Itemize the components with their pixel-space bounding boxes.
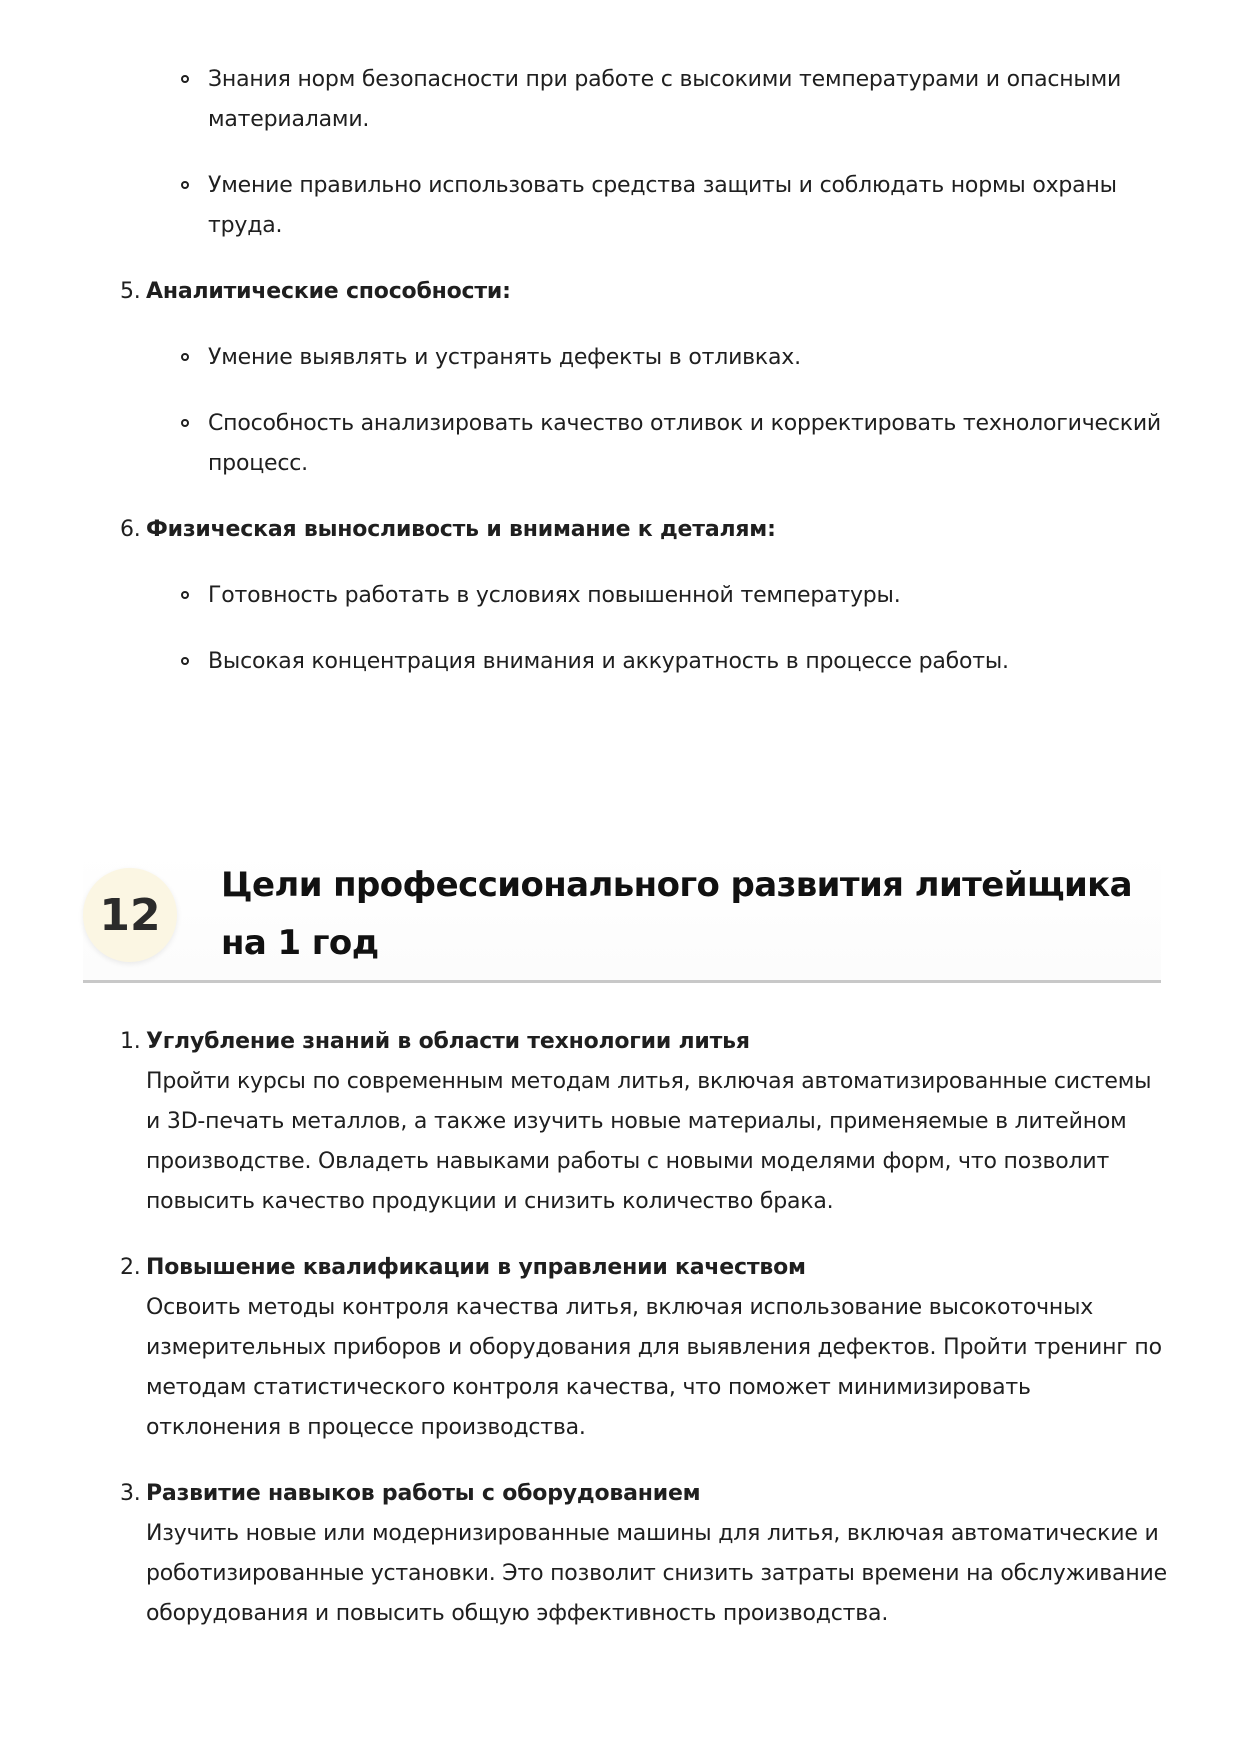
goal-description: Изучить новые или модернизированные машины для литья, включая автоматические и роботизированные установки. Это позволит снизить затраты времени на обслуживание оборудования и повысить общую эффективность производства. xyxy=(146,1521,1167,1626)
goal-heading: Развитие навыков работы с оборудованием xyxy=(146,1481,701,1506)
list-item xyxy=(208,642,1170,682)
list-item-text: Знания норм безопасности при работе с высокими температурами и опасными материалами. xyxy=(208,67,1122,132)
item-number: 5. xyxy=(120,279,141,304)
list-item xyxy=(208,404,1170,484)
section-number-badge: 12 xyxy=(83,868,177,962)
sub-list-6 xyxy=(120,576,1170,682)
list-item xyxy=(208,60,1170,140)
goal-item xyxy=(120,1248,1170,1448)
numbered-item-6 xyxy=(120,510,1170,550)
circle-bullet-icon xyxy=(181,591,189,599)
goal-item xyxy=(120,1474,1170,1634)
list-item-text: Готовность работать в условиях повышенной температуры. xyxy=(208,583,901,608)
list-item-text: Умение правильно использовать средства защиты и соблюдать нормы охраны труда. xyxy=(208,173,1117,238)
list-item-text: Высокая концентрация внимания и аккуратность в процессе работы. xyxy=(208,649,1009,674)
item-number: 6. xyxy=(120,517,141,542)
goal-number: 2. xyxy=(120,1255,141,1280)
circle-bullet-icon xyxy=(181,353,189,361)
list-item xyxy=(208,338,1170,378)
list-item xyxy=(208,576,1170,616)
list-item xyxy=(208,166,1170,246)
circle-bullet-icon xyxy=(181,657,189,665)
goal-number: 3. xyxy=(120,1481,141,1506)
list-item-text: Умение выявлять и устранять дефекты в отливках. xyxy=(208,345,801,370)
item-heading: Физическая выносливость и внимание к деталям: xyxy=(146,517,776,542)
skills-list-continuation xyxy=(120,60,1170,708)
sub-list-5 xyxy=(120,338,1170,484)
section-header xyxy=(83,850,1161,983)
circle-bullet-icon xyxy=(181,181,189,189)
section-title: Цели профессионального развития литейщика на 1 год xyxy=(221,865,1132,963)
item-heading: Аналитические способности: xyxy=(146,279,511,304)
goal-heading: Углубление знаний в области технологии литья xyxy=(146,1029,750,1054)
circle-bullet-icon xyxy=(181,75,189,83)
list-item-text: Способность анализировать качество отливок и корректировать технологический процесс. xyxy=(208,411,1162,476)
goal-description: Пройти курсы по современным методам литья, включая автоматизированные системы и 3D-печать металлов, а также изучить новые материалы, применяемые в литейном производстве. Овладеть навыками работы с новыми моделями форм, что позволит повысить качество продукции и снизить количество брака. xyxy=(146,1069,1152,1214)
numbered-item-5 xyxy=(120,272,1170,312)
goal-number: 1. xyxy=(120,1029,141,1054)
goal-heading: Повышение квалификации в управлении качеством xyxy=(146,1255,806,1280)
goal-description: Освоить методы контроля качества литья, включая использование высокоточных измерительных приборов и оборудования для выявления дефектов. Пройти тренинг по методам статистического контроля качества, что поможет минимизировать отклонения в процессе производства. xyxy=(146,1295,1162,1440)
goal-item xyxy=(120,1022,1170,1222)
circle-bullet-icon xyxy=(181,419,189,427)
goals-list xyxy=(120,1022,1170,1660)
sub-list-4 xyxy=(120,60,1170,246)
